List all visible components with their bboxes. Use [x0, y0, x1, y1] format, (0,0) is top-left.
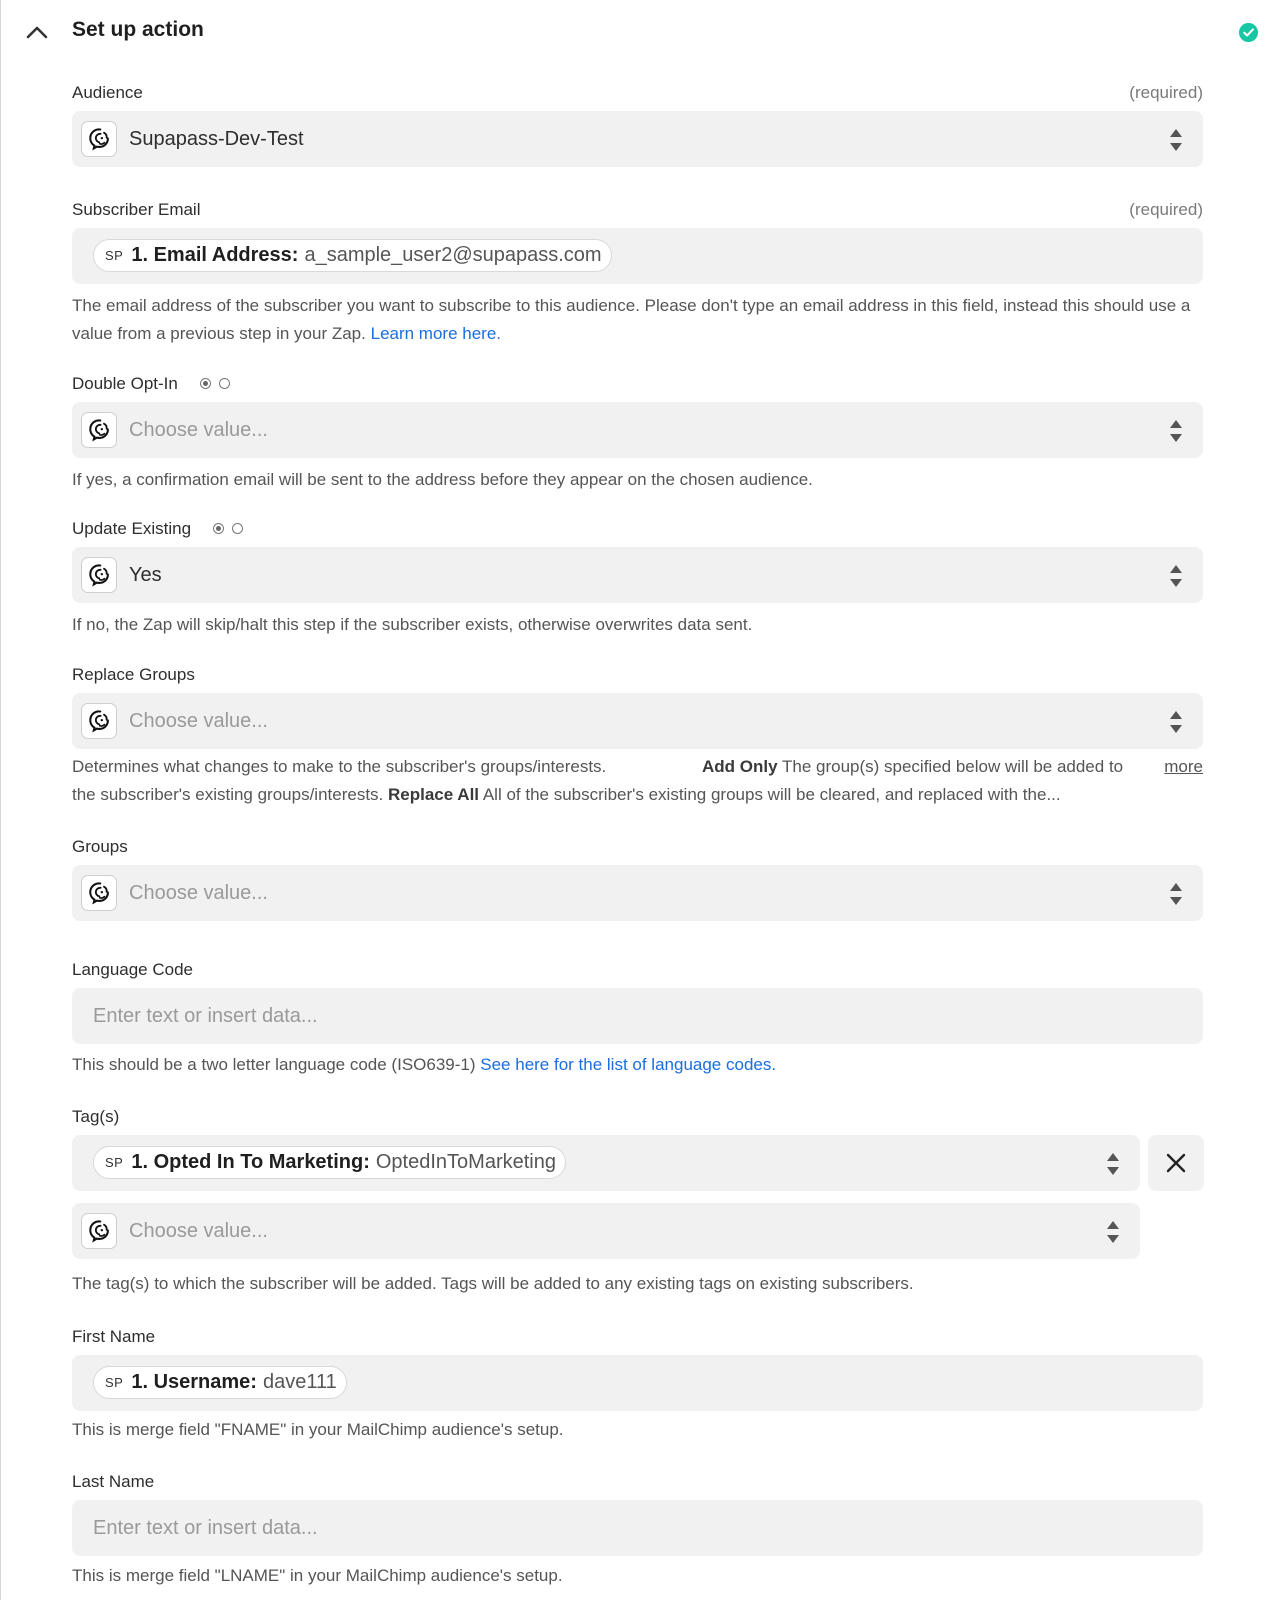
- mailchimp-icon: [81, 412, 117, 448]
- language-code-help-text: This should be a two letter language code (ISO639-1): [72, 1055, 476, 1074]
- tags-field-2[interactable]: [72, 1203, 1140, 1259]
- tags-field-1[interactable]: [72, 1135, 1140, 1191]
- remove-tag-button[interactable]: [1148, 1135, 1204, 1191]
- first-name-field[interactable]: [72, 1355, 1203, 1411]
- replace-groups-help-text-2: The group(s) specified below will be added to: [781, 757, 1124, 776]
- chevron-updown-icon: [1169, 128, 1183, 152]
- close-icon: [1165, 1152, 1187, 1174]
- chevron-updown-icon: [1169, 419, 1183, 443]
- replace-groups-help-text-4: All of the subscriber's existing groups will be cleared, and replaced with the...: [482, 785, 1061, 804]
- double-opt-in-select[interactable]: [72, 402, 1203, 458]
- chevron-updown-icon: [1169, 882, 1183, 906]
- tags-help: The tag(s) to which the subscriber will be added. Tags will be added to any existing tags on existing subscribers.: [72, 1274, 914, 1293]
- replace-groups-help-line-2: [72, 785, 1061, 805]
- language-code-help: [72, 1051, 1203, 1079]
- mailchimp-icon: [81, 1213, 117, 1249]
- audience-required-text: (required): [1129, 83, 1203, 102]
- collapse-section-button[interactable]: [22, 18, 52, 46]
- tags-label: Tag(s): [72, 1107, 120, 1126]
- add-only-bold: Add Only: [702, 757, 778, 776]
- last-name-input[interactable]: [72, 1500, 1203, 1556]
- pill-key: 1. Email Address:: [131, 244, 299, 266]
- update-existing-radio-group: [213, 523, 243, 534]
- last-name-help: This is merge field "LNAME" in your MailChimp audience's setup.: [72, 1566, 563, 1585]
- replace-groups-label: Replace Groups: [72, 665, 195, 684]
- audience-label: Audience: [72, 83, 143, 102]
- mailchimp-icon: [81, 875, 117, 911]
- pill-value: a_sample_user2@supapass.com: [304, 244, 602, 266]
- update-existing-label: Update Existing: [72, 519, 192, 538]
- subscriber-email-help: [72, 292, 1203, 348]
- radio-option[interactable]: [219, 378, 230, 389]
- radio-option[interactable]: [232, 523, 243, 534]
- update-existing-help: If no, the Zap will skip/halt this step if the subscriber exists, otherwise overwrites data sent.: [72, 615, 753, 634]
- replace-groups-select[interactable]: [72, 693, 1203, 749]
- check-circle-icon: [1238, 22, 1259, 43]
- chevron-up-icon: [26, 25, 48, 39]
- pill-app-label: SP: [105, 1375, 124, 1390]
- subscriber-email-help-text: The email address of the subscriber you want to subscribe to this audience. Please don't type an email address in this field, instead this should use a value from a previous step in your Zap.: [72, 296, 1191, 343]
- mailchimp-icon: [81, 121, 117, 157]
- first-name-label: First Name: [72, 1327, 156, 1346]
- mailchimp-icon: [81, 703, 117, 739]
- mapped-field-pill[interactable]: [93, 1146, 566, 1179]
- double-opt-in-help: If yes, a confirmation email will be sent to the address before they appear on the chosen audience.: [72, 470, 813, 489]
- audience-value: Supapass-Dev-Test: [129, 128, 304, 150]
- subscriber-email-field[interactable]: [72, 228, 1203, 284]
- panel-left-border: [0, 0, 1, 1600]
- language-code-label: Language Code: [72, 960, 194, 979]
- subscriber-email-required-text: (required): [1129, 200, 1203, 219]
- radio-option-selected[interactable]: [200, 378, 211, 389]
- first-name-help: This is merge field "FNAME" in your MailChimp audience's setup.: [72, 1420, 564, 1439]
- replace-all-bold: Replace All: [388, 785, 480, 804]
- radio-option-selected[interactable]: [213, 523, 224, 534]
- update-existing-value: Yes: [129, 564, 162, 586]
- pill-value: dave111: [262, 1371, 337, 1393]
- learn-more-link[interactable]: Learn more here.: [370, 324, 502, 343]
- mapped-field-pill[interactable]: [93, 239, 612, 272]
- audience-select[interactable]: [72, 111, 1203, 167]
- replace-groups-help-text-3: the subscriber's existing groups/interests.: [72, 785, 384, 804]
- more-link[interactable]: more: [1164, 757, 1203, 776]
- language-code-input[interactable]: [72, 988, 1203, 1044]
- pill-app-label: SP: [105, 1155, 124, 1170]
- last-name-placeholder: Enter text or insert data...: [93, 1517, 318, 1539]
- double-opt-in-radio-group: [200, 378, 230, 389]
- last-name-label: Last Name: [72, 1472, 155, 1491]
- language-codes-link[interactable]: See here for the list of language codes.: [480, 1055, 777, 1074]
- pill-key: 1. Opted In To Marketing:: [131, 1151, 370, 1173]
- subscriber-email-label: Subscriber Email: [72, 200, 201, 219]
- tags-placeholder: Choose value...: [129, 1220, 268, 1242]
- section-title: Set up action: [72, 18, 204, 41]
- chevron-updown-icon: [1106, 1152, 1120, 1176]
- mailchimp-icon: [81, 557, 117, 593]
- groups-select[interactable]: [72, 865, 1203, 921]
- mapped-field-pill[interactable]: [93, 1366, 347, 1399]
- pill-value: OptedInToMarketing: [375, 1151, 556, 1173]
- language-code-placeholder: Enter text or insert data...: [93, 1005, 318, 1027]
- replace-groups-help-line-1b: [702, 757, 1123, 777]
- update-existing-select[interactable]: [72, 547, 1203, 603]
- groups-placeholder: Choose value...: [129, 882, 268, 904]
- pill-key: 1. Username:: [131, 1371, 257, 1393]
- double-opt-in-label: Double Opt-In: [72, 374, 178, 393]
- groups-label: Groups: [72, 837, 128, 856]
- replace-groups-help-line-1: [72, 757, 606, 777]
- double-opt-in-placeholder: Choose value...: [129, 419, 268, 441]
- chevron-updown-icon: [1169, 710, 1183, 734]
- chevron-updown-icon: [1169, 564, 1183, 588]
- replace-groups-placeholder: Choose value...: [129, 710, 268, 732]
- pill-app-label: SP: [105, 248, 124, 263]
- section-header: [0, 0, 1272, 64]
- replace-groups-help-text-1: Determines what changes to make to the subscriber's groups/interests.: [72, 757, 607, 776]
- chevron-updown-icon: [1106, 1220, 1120, 1244]
